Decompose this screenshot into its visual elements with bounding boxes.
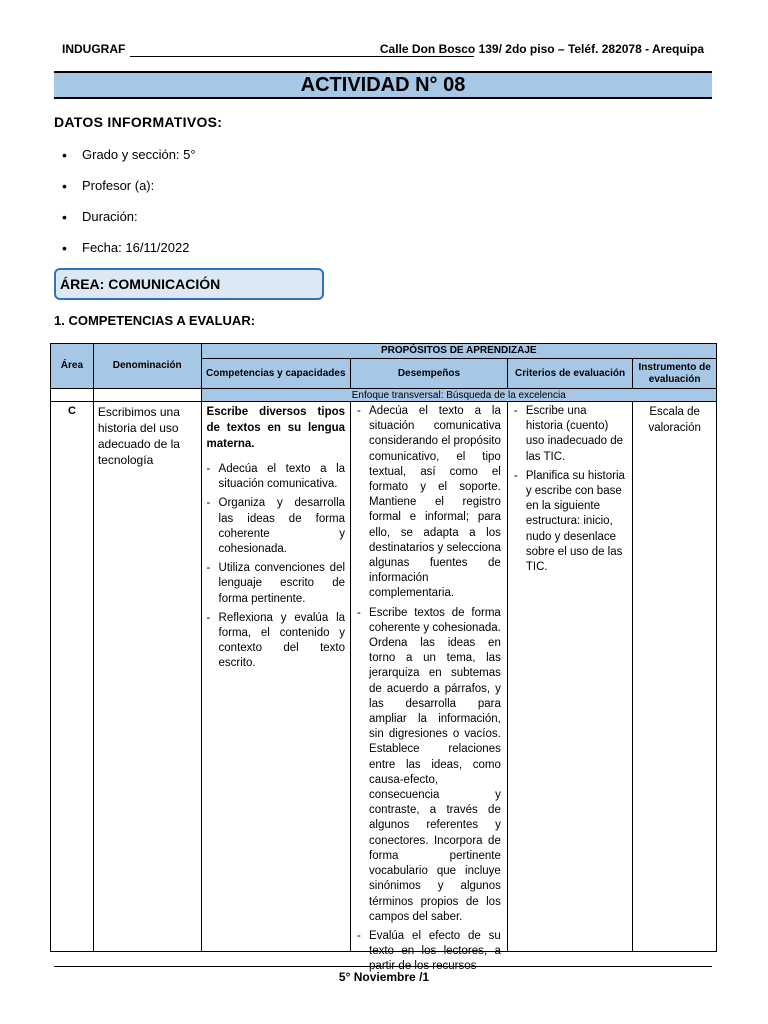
capacidad-item: - Organiza y desarrolla las ideas de forma coherente y cohesionada.: [207, 496, 346, 557]
header-propositos: PROPÓSITOS DE APRENDIZAJE: [201, 344, 716, 359]
cell-desempenos: [351, 402, 508, 973]
page-footer: 5° Noviembre /1: [338, 970, 430, 984]
section-title: 1. COMPETENCIAS A EVALUAR:: [54, 313, 256, 328]
cell-competencias: [201, 402, 351, 952]
header-criterios: Criterios de evaluación: [507, 359, 632, 389]
datos-heading: DATOS INFORMATIVOS:: [54, 114, 223, 130]
company-address: Calle Don Bosco 139/ 2do piso – Teléf. 282078 - Arequipa: [379, 42, 704, 56]
cell-denominacion: Escribimos una historia del uso adecuado de la tecnología: [93, 402, 201, 952]
header-competencias: Competencias y capacidades: [201, 359, 351, 389]
competencias-table: [50, 343, 717, 973]
footer-divider: [54, 966, 712, 967]
datos-item-duracion: • Duración:: [62, 208, 196, 239]
desempeno-item: - Escribe textos de forma coherente y cohesionada. Ordena las ideas en torno a un tema, las jerarquiza en subtemas de acuerdo a párrafos, y las desarrolla para ampliar la información, sin digresiones o vacíos. Establece relaciones entre las ideas, como causa-efecto, consecuencia y contraste, a través de algunos referentes y conectores. Incorpora de forma pertinente vocabulario que incluye sinónimos y algunos términos propios de los campos del saber.: [357, 606, 501, 925]
cell-area: C: [51, 402, 94, 952]
capacidad-item: - Adecúa el texto a la situación comunicativa.: [207, 462, 346, 492]
cell-instrumento: Escala de valoración: [633, 402, 717, 952]
area-label: ÁREA: COMUNICACIÓN: [54, 268, 324, 300]
capacidad-item: - Utiliza convenciones del lenguaje escrito de forma pertinente.: [207, 561, 346, 607]
header-instrumento: Instrumento de evaluación: [633, 359, 717, 389]
enfoque-transversal: Enfoque transversal: Búsqueda de la excelencia: [201, 389, 716, 402]
competencia-title: Escribe diversos tipos de textos en su lengua materna.: [206, 406, 346, 450]
capacidad-item: - Reflexiona y evalúa la forma, el contenido y contexto del texto escrito.: [207, 611, 346, 672]
datos-item-grado: • Grado y sección: 5°: [62, 146, 196, 177]
desempeno-item: - Adecúa el texto a la situación comunicativa considerando el propósito comunicativo, el tipo textual, así como el formato y el soporte. Mantiene el registro formal e informal; para ello, se adapta a los destinatarios y selecciona algunas fuentes de información complementaria.: [357, 404, 501, 602]
page-header: [62, 42, 704, 60]
datos-item-fecha: • Fecha: 16/11/2022: [62, 239, 196, 270]
activity-title: ACTIVIDAD N° 08: [54, 71, 712, 99]
criterio-item: - Planifica su historia y escribe con base en la siguiente estructura: inicio, nudo y desenlace sobre el uso de las TIC.: [514, 469, 626, 575]
datos-item-profesor: • Profesor (a):: [62, 177, 196, 208]
header-denominacion: Denominación: [93, 344, 201, 389]
criterio-item: - Escribe una historia (cuento) uso inadecuado de las TIC.: [514, 404, 626, 465]
datos-list: [62, 146, 196, 270]
cell-criterios: [507, 402, 632, 952]
header-desempenos: Desempeños: [351, 359, 508, 389]
header-divider: [130, 56, 474, 57]
header-area: Área: [51, 344, 94, 389]
company-name: INDUGRAF: [62, 42, 126, 56]
desempeno-item: - Evalúa el efecto de su texto en los lectores, a partir de los recursos: [357, 929, 501, 975]
